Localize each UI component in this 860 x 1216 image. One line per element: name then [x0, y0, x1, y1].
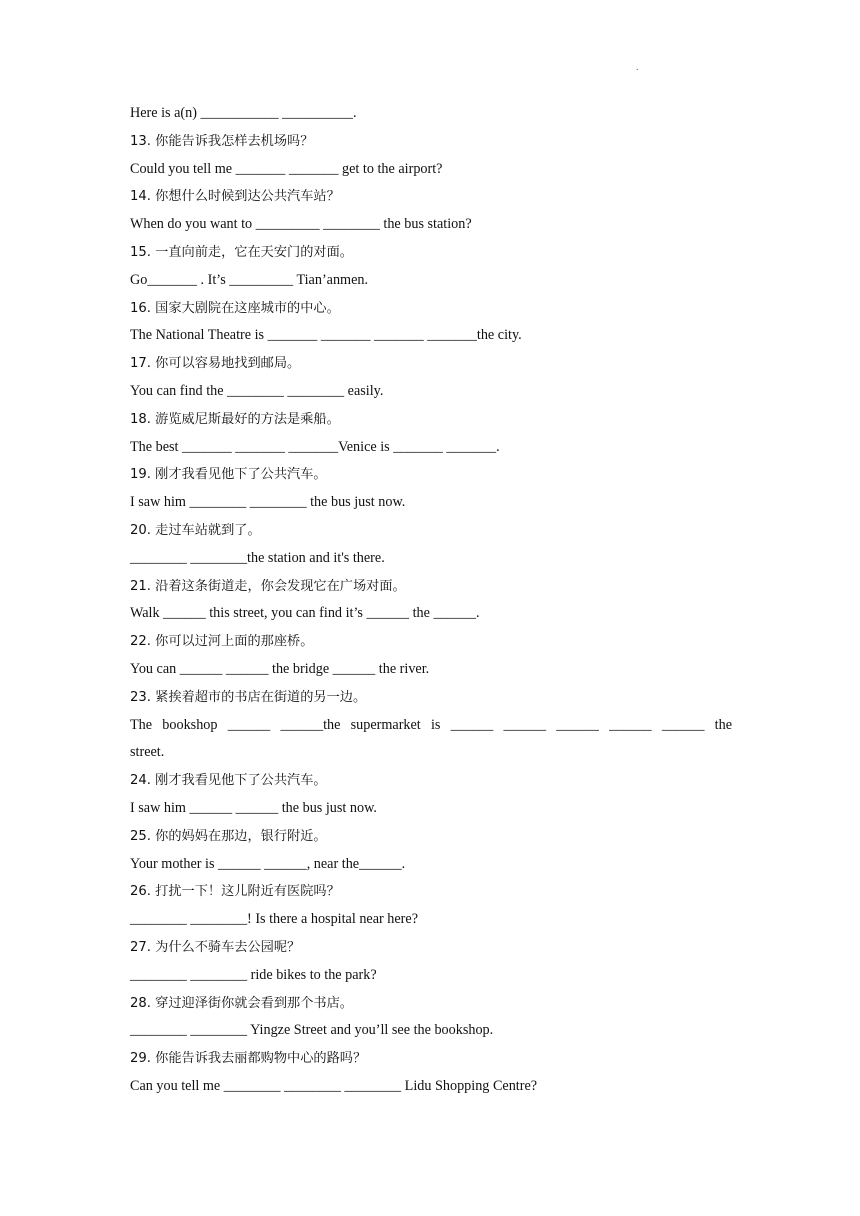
- question-prompt-line: 17. 你可以容易地找到邮局。: [130, 356, 301, 372]
- question-prompt-line: 26. 打扰一下！这儿附近有医院吗？: [130, 884, 340, 900]
- answer-line: Walk ______ this street, you can find it’s ______ the ______.: [130, 605, 480, 622]
- question-prompt-line: 14. 你想什么时候到达公共汽车站？: [130, 189, 340, 205]
- answer-line: ________ ________ ride bikes to the park?: [130, 966, 377, 983]
- answer-line: Can you tell me ________ ________ ________ Lidu Shopping Centre?: [130, 1077, 538, 1094]
- answer-line: The best _______ _______ _______Venice is _______ _______.: [130, 438, 500, 455]
- question-prompt-line: 29. 你能告诉我去丽都购物中心的路吗？: [130, 1051, 367, 1067]
- question-prompt-line: 15. 一直向前走，它在天安门的对面。: [130, 244, 353, 260]
- answer-line: ________ ________ Yingze Street and you’ll see the bookshop.: [130, 1022, 494, 1039]
- question-prompt-line: 25. 你的妈妈在那边，银行附近。: [130, 828, 327, 844]
- answer-line: Go_______ . It’s _________ Tian’anmen.: [130, 271, 369, 288]
- answer-line: I saw him ______ ______ the bus just now.: [130, 799, 377, 816]
- answer-line: I saw him ________ ________ the bus just now.: [130, 494, 406, 511]
- answer-line: The bookshop ______ ______the supermarket is ______ ______ ______ ______ ______ the: [130, 716, 732, 733]
- question-prompt-line: 21. 沿着这条街道走，你会发现它在广场对面。: [130, 578, 406, 594]
- answer-line: ________ ________the station and it's there.: [130, 549, 385, 566]
- answer-line: You can ______ ______ the bridge ______ the river.: [130, 660, 430, 677]
- answer-line: When do you want to _________ ________ the bus station?: [130, 216, 472, 233]
- answer-line: The National Theatre is _______ _______ _______ _______the city.: [130, 327, 522, 344]
- answer-line: ________ ________! Is there a hospital near here?: [130, 911, 418, 928]
- question-prompt-line: 19. 刚才我看见他下了公共汽车。: [130, 467, 327, 483]
- question-prompt-line: 22. 你可以过河上面的那座桥。: [130, 634, 314, 650]
- question-prompt-line: 27. 为什么不骑车去公园呢？: [130, 939, 301, 955]
- question-prompt-line: 16. 国家大剧院在这座城市的中心。: [130, 300, 340, 316]
- question-prompt-line: 28. 穿过迎泽街你就会看到那个书店。: [130, 995, 353, 1011]
- question-prompt-line: 18. 游览威尼斯最好的方法是乘船。: [130, 411, 340, 427]
- answer-line: Your mother is ______ ______, near the______.: [130, 855, 406, 872]
- answer-line: You can find the ________ ________ easily.: [130, 382, 384, 399]
- page-marker: .: [636, 62, 639, 73]
- question-prompt-line: 24. 刚才我看见他下了公共汽车。: [130, 773, 327, 789]
- question-prompt-line: 23. 紧挨着超市的书店在街道的另一边。: [130, 689, 367, 705]
- question-prompt-line: 13. 你能告诉我怎样去机场吗？: [130, 133, 314, 149]
- question-prompt-line: 20. 走过车站就到了。: [130, 522, 261, 538]
- answer-line: Could you tell me _______ _______ get to the airport?: [130, 160, 443, 177]
- answer-line: street.: [130, 744, 165, 761]
- answer-line: Here is a(n) ___________ __________.: [130, 105, 357, 121]
- exercise-lines: [130, 100, 732, 1101]
